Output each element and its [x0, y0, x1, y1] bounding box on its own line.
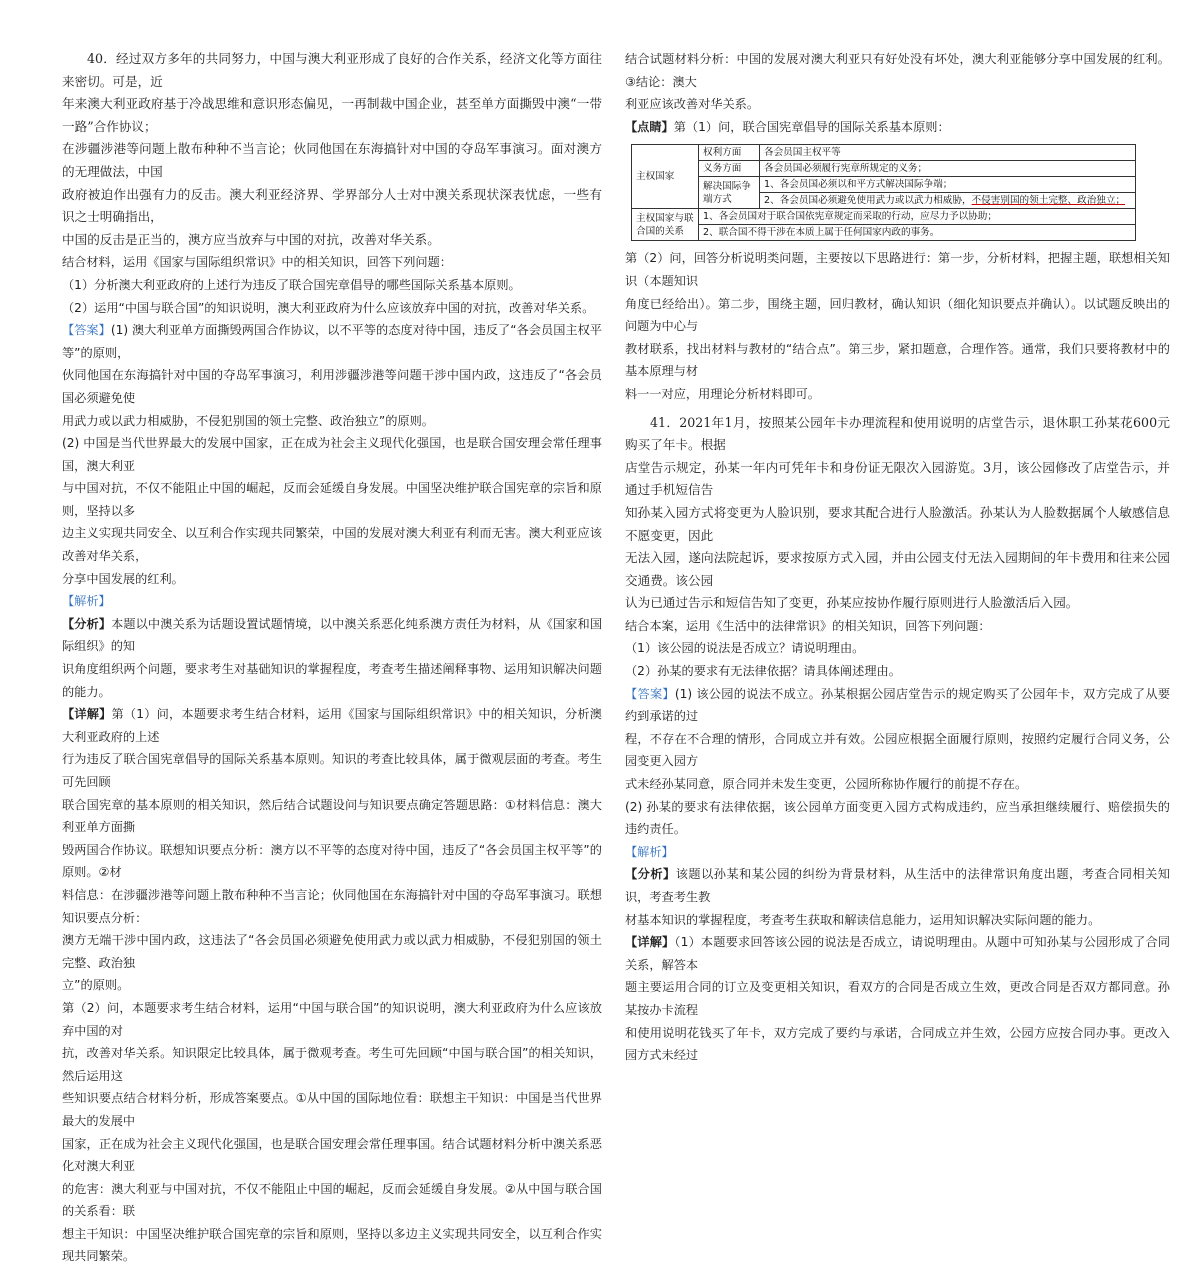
continued-line: 利亚应该改善对华关系。 [625, 97, 760, 112]
right-column [625, 48, 1170, 1067]
detail-line: 【详解】（1）本题要求回答该公园的说法是否成立，请说明理由。从题中可知孙某与公园形成了合同关系，解答本 [625, 935, 1171, 972]
table-cell: 1、各会员国必须以和平方式解决国际争端； [760, 177, 1136, 193]
table-cell: 各会员国主权平等 [760, 145, 1136, 161]
answer-tag: 【答案】 [62, 323, 111, 338]
detail-line: 行为违反了联合国宪章倡导的国际关系基本原则。知识的考查比较具体，属于微观层面的考查。考生可先回顾 [62, 752, 602, 789]
analysis-line: 【分析】该题以孙某和某公园的纠纷为背景材料，从生活中的法律常识角度出题，考查合同相关知识，考查考生教 [625, 867, 1171, 904]
detail-line: 澳方无端干涉中国内政，这违法了“各会员国必须避免使用武力或以武力相威胁，不侵犯别国的领土完整、政治独 [62, 933, 602, 970]
question-40-line: 年来澳大利亚政府基于冷战思维和意识形态偏见，一再制裁中国企业，甚至单方面撕毁中澳“一带一路”合作协议； [62, 96, 602, 134]
table-cell: 1、各会员国对于联合国依宪章规定而采取的行动，应尽力予以协助； [699, 209, 1136, 225]
answer-line: 伙同他国在东海搞针对中国的夺岛军事演习，利用涉疆涉港等问题干涉中国内政，这违反了“各会员国必须避免使 [62, 368, 602, 405]
detail-line: 国家，正在成为社会主义现代化强国，也是联合国安理会常任理事国。结合试题材料分析中澳关系恶化对澳大利亚 [62, 1136, 602, 1174]
xiangjie-tag: 【详解】 [625, 935, 675, 950]
sub-question-2: （2）孙某的要求有无法律依据？请具体阐述理由。 [625, 664, 901, 679]
left-column [62, 48, 602, 1268]
answer-line: (2) 孙某的要求有法律依据，该公园单方面变更入园方式构成违约，应当承担继续履行、赔偿损失的违约责任。 [625, 799, 1170, 837]
answer-tag: 【答案】 [625, 686, 675, 701]
detail-line: 第（2）问，本题要求考生结合材料，运用“中国与联合国”的知识说明，澳大利亚政府为什么应该放弃中国的对 [62, 1000, 602, 1038]
table-cell: 权利方面 [699, 145, 760, 161]
detail-line: 【详解】第（1）问，本题要求考生结合材料，运用《国家与国际组织常识》中的相关知识，分析澳大利亚政府的上述 [62, 707, 602, 744]
table-cell: 义务方面 [699, 161, 760, 177]
answer-line: 式未经孙某同意，原合同并未发生变更，公园所称协作履行的前提不存在。 [625, 777, 1028, 792]
answer-line: 与中国对抗，不仅不能阻止中国的崛起，反而会延缓自身发展。中国坚决维护联合国宪章的宗旨和原则，坚持以多 [62, 481, 602, 518]
table-cell: 2、联合国不得干涉在本质上属于任何国家内政的事务。 [699, 225, 1136, 241]
table-row-header: 主权国家与联合国的关系 [632, 209, 699, 241]
question-41-line: 店堂告示规定，孙某一年内可凭年卡和身份证无限次入园游览。3月，该公园修改了店堂告示，并通过手机短信告 [625, 459, 1170, 498]
tip-line: 第（2）问，回答分析说明类问题，主要按以下思路进行：第一步，分析材料，把握主题，联想相关知识（本题知识 [625, 251, 1170, 288]
detail-line: 立”的原则。 [62, 978, 130, 993]
answer-line: (2) 中国是当代世界最大的发展中国家，正在成为社会主义现代化强国，也是联合国安理会常任理事国，澳大利亚 [62, 436, 602, 473]
fenxi-tag: 【分析】 [62, 616, 112, 631]
question-41-line: 41．2021年1月，按照某公园年卡办理流程和使用说明的店堂告示，退休职工孙某花600元购买了年卡。根据 [625, 414, 1170, 453]
sub-question-1: （1）分析澳大利亚政府的上述行为违反了联合国宪章倡导的哪些国际关系基本原则。 [62, 277, 521, 292]
question-40-line: 在涉疆涉港等问题上散布种种不当言论；伙同他国在东海搞针对中国的夺岛军事演习。面对澳方的无理做法，中国 [62, 141, 602, 179]
dianjing-tag: 【点睛】 [625, 119, 674, 134]
continued-line: 结合试题材料分析：中国的发展对澳大利亚只有好处没有坏处，澳大利亚能够分享中国发展的红利。③结论：澳大 [625, 52, 1170, 89]
detail-line: 和使用说明花钱买了年卡，双方完成了要约与承诺，合同成立并生效，公园方应按合同办事。更改入园方式未经过 [625, 1025, 1170, 1063]
analysis-line: 材基本知识的掌握程度，考查考生获取和解读信息能力，运用知识解决实际问题的能力。 [625, 912, 1101, 927]
answer-line: 分享中国发展的红利。 [62, 571, 184, 586]
table-row-header: 主权国家 [632, 145, 699, 209]
question-40-line: 40．经过双方多年的共同努力，中国与澳大利亚形成了良好的合作关系，经济文化等方面往来密切。可是，近 [62, 51, 602, 89]
answer-line: 程，不存在不合理的情形，合同成立并有效。公园应根据全面履行原则，按照约定履行合同义务，公园变更入园方 [625, 731, 1170, 769]
tip-line: 料一一对应，用理论分析材料即可。 [625, 386, 820, 401]
analysis-line: 【分析】本题以中澳关系为话题设置试题情境，以中澳关系恶化纯系澳方责任为材料，从《国家和国际组织》的知 [62, 616, 603, 654]
question-41-line: 知孙某入园方式将变更为人脸识别，要求其配合进行人脸激活。孙某认为人脸数据属个人敏感信息不愿变更，因此 [625, 504, 1170, 543]
detail-line: 些知识要点结合材料分析，形成答案要点。①从中国的国际地位看：联想主干知识：中国是当代世界最大的发展中 [62, 1091, 602, 1128]
table-cell: 2、各会员国必须避免使用武力或以武力相威胁，不侵害别国的领土完整、政治独立； [760, 193, 1136, 209]
fenxi-tag: 【分析】 [625, 867, 676, 882]
detail-line: 想主干知识：中国坚决维护联合国宪章的宗旨和原则，坚持以多边主义实现共同安全，以互利合作实现共同繁荣。 [62, 1226, 602, 1264]
tip-line: 教材联系，找出材料与教材的“结合点”。第三步，紧扣题意，合理作答。通常，我们只要将教材中的基本原理与材 [625, 341, 1170, 379]
tip-line: 角度已经给出）。第二步，围绕主题，回归教材，确认知识（细化知识要点并确认）。以试题反映出的问题为中心与 [625, 296, 1170, 334]
analysis-tag: 【解析】 [625, 844, 674, 859]
detail-line: 料信息：在涉疆涉港等问题上散布种种不当言论；伙同他国在东海搞针对中国的夺岛军事演习。联想知识要点分析： [62, 887, 602, 925]
question-prompt: 结合本案，运用《生活中的法律常识》的相关知识，回答下列问题： [625, 618, 991, 633]
sub-question-2: （2）运用“中国与联合国”的知识说明，澳大利亚政府为什么应该放弃中国的对抗，改善对华关系。 [62, 300, 595, 315]
question-41-line: 认为已通过告示和短信告知了变更，孙某应按协作履行原则进行人脸激活后入园。 [625, 595, 1079, 611]
detail-line: 题主要运用合同的订立及变更相关知识，看双方的合同是否成立生效，更改合同是否双方都同意。孙某按办卡流程 [625, 980, 1170, 1017]
answer-line: 边主义实现共同安全、以互利合作实现共同繁荣，中国的发展对澳大利亚有利而无害。澳大利亚应该改善对华关系， [62, 526, 602, 564]
question-40-line: 中国的反击是正当的，澳方应当放弃与中国的对抗，改善对华关系。 [62, 231, 440, 247]
xiangjie-tag: 【详解】 [62, 707, 112, 722]
detail-line: 毁两国合作协议。联想知识要点分析：澳方以不平等的态度对待中国，违反了“各会员国主权平等”的原则。②材 [62, 842, 602, 880]
table-cell: 各会员国必须履行宪章所规定的义务； [760, 161, 1136, 177]
detail-line: 联合国宪章的基本原则的相关知识，然后结合试题设问与知识要点确定答题思路：①材料信息：澳大利亚单方面撕 [62, 797, 602, 835]
answer-line: 【答案】(1) 该公园的说法不成立。孙某根据公园店堂告示的规定购买了公园年卡，双方完成了从要约到承诺的过 [625, 686, 1171, 724]
question-41-line: 无法入园，遂向法院起诉，要求按原方式入园，并由公园支付无法入园期间的年卡费用和往来公园交通费。该公园 [625, 550, 1170, 588]
sub-question-1: （1）该公园的说法是否成立？请说明理由。 [625, 641, 865, 656]
analysis-tag: 【解析】 [62, 594, 111, 609]
question-40-line: 政府被迫作出强有力的反击。澳大利亚经济界、学界部分人士对中澳关系现状深表忧虑，一些有识之士明确指出， [62, 186, 602, 225]
question-prompt: 结合材料，运用《国家与国际组织常识》中的相关知识，回答下列问题： [62, 255, 452, 270]
detail-line: 抗，改善对华关系。知识限定比较具体，属于微观考查。考生可先回顾“中国与联合国”的相关知识，然后运用这 [62, 1046, 602, 1083]
tip-line: 【点睛】第（1）问，联合国宪章倡导的国际关系基本原则： [625, 119, 950, 134]
answer-line: 【答案】(1) 澳大利亚单方面撕毁两国合作协议，以不平等的态度对待中国，违反了“各会员国主权平等”的原则， [62, 323, 602, 360]
table-cell: 解决国际争端方式 [699, 177, 760, 209]
answer-line: 用武力或以武力相威胁，不侵犯别国的领土完整、政治独立”的原则。 [62, 413, 434, 428]
principles-table [631, 144, 1136, 241]
analysis-line: 识角度组织两个问题，要求考生对基础知识的掌握程度，考查考生描述阐释事物、运用知识解决问题的能力。 [62, 662, 602, 699]
detail-line: 的危害：澳大利亚与中国对抗，不仅不能阻止中国的崛起，反而会延缓自身发展。②从中国与联合国的关系看：联 [62, 1181, 602, 1219]
